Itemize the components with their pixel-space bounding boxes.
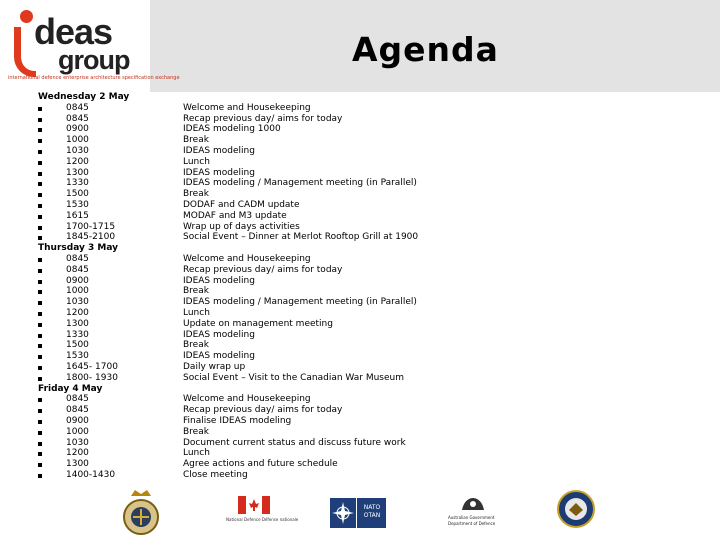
bullet-icon	[38, 377, 42, 381]
agenda-activity: IDEAS modeling	[183, 329, 255, 340]
footer-logos	[0, 488, 720, 540]
bullet-icon	[38, 474, 42, 478]
bullet-icon	[38, 128, 42, 132]
spacer	[183, 92, 703, 103]
agenda-activity: Recap previous day/ aims for today	[183, 405, 343, 416]
list-item	[38, 265, 178, 276]
australian-coat-of-arms-icon	[458, 496, 488, 512]
bullet-icon	[38, 431, 42, 435]
bullet-icon	[38, 182, 42, 186]
logo-word-ideas: deas	[34, 11, 113, 52]
list-item	[38, 340, 178, 351]
agenda-activity: Break	[183, 135, 209, 146]
bullet-icon	[38, 398, 42, 402]
bullet-icon	[38, 355, 42, 359]
agenda-activity: IDEAS modeling 1000	[183, 124, 281, 135]
bullet-icon	[38, 344, 42, 348]
agenda-activity: Social Event – Visit to the Canadian War Museum	[183, 372, 404, 383]
bullet-icon	[38, 172, 42, 176]
agenda-activity: Recap previous day/ aims for today	[183, 113, 343, 124]
list-item	[38, 448, 178, 459]
agenda-time: 1800- 1930	[66, 372, 118, 383]
agenda-activity: Update on management meeting	[183, 318, 333, 329]
bullet-icon	[38, 334, 42, 338]
bullet-icon	[38, 193, 42, 197]
agenda-time: 1400-1430	[66, 469, 116, 480]
agenda-time: 1200	[66, 156, 89, 167]
agenda-activity: DODAF and CADM update	[183, 199, 300, 210]
agenda-time: 0845	[66, 264, 89, 275]
agenda-time: 1330	[66, 178, 89, 189]
list-item	[38, 330, 178, 341]
agenda-time: 1645- 1700	[66, 361, 118, 372]
bullet-icon	[38, 107, 42, 111]
agenda-time: 1300	[66, 459, 89, 470]
canada-text	[226, 517, 306, 522]
agenda-activity: IDEAS modeling	[183, 275, 255, 286]
list-item	[38, 232, 178, 243]
agenda-time: 1530	[66, 351, 89, 362]
list-item	[38, 178, 178, 189]
agenda-time: 1300	[66, 318, 89, 329]
agenda-activity: IDEAS modeling / Management meeting (in Parallel)	[183, 178, 417, 189]
list-item	[38, 470, 178, 481]
agenda-time: 1300	[66, 167, 89, 178]
bullet-icon	[38, 420, 42, 424]
list-item	[38, 362, 178, 373]
logo-i-dot	[20, 10, 33, 23]
bullet-icon	[38, 215, 42, 219]
logo-i-stem	[14, 27, 36, 77]
agenda-activity: MODAF and M3 update	[183, 210, 287, 221]
canada-text-1: National Defence	[226, 517, 261, 522]
bullet-icon	[38, 312, 42, 316]
agenda-activity: Close meeting	[183, 469, 248, 480]
agenda-activity: Finalise IDEAS modeling	[183, 415, 292, 426]
bullet-icon	[38, 323, 42, 327]
list-item	[38, 416, 178, 427]
canada-flag-icon	[224, 496, 294, 532]
agenda-activities-column	[183, 92, 703, 481]
list-item	[38, 135, 178, 146]
bullet-icon	[38, 463, 42, 467]
bullet-icon	[38, 280, 42, 284]
nato-label: NATO OTAN	[363, 504, 381, 519]
agenda-time: 1030	[66, 145, 89, 156]
list-item	[38, 222, 178, 233]
agenda-activity: Lunch	[183, 448, 210, 459]
list-item	[38, 254, 178, 265]
agenda-activity: Break	[183, 340, 209, 351]
agenda-time: 0845	[66, 253, 89, 264]
agenda-activity: Daily wrap up	[183, 361, 246, 372]
logo-tagline: international defence enterprise architecture specification exchange	[8, 75, 180, 81]
day-heading: Friday 4 May	[38, 383, 103, 394]
agenda-time: 1330	[66, 329, 89, 340]
agenda-activity: Break	[183, 189, 209, 200]
list-item	[38, 200, 178, 211]
agenda-time: 1700-1715	[66, 221, 116, 232]
list-item	[38, 319, 178, 330]
list-item	[38, 211, 178, 222]
agenda-time: 0900	[66, 124, 89, 135]
australia-text-1: Australian Government	[448, 515, 495, 520]
agenda-activity: Welcome and Housekeeping	[183, 394, 311, 405]
bullet-icon	[38, 409, 42, 413]
list-item	[38, 427, 178, 438]
bullet-icon	[38, 452, 42, 456]
bullet-icon	[38, 150, 42, 154]
canada-text-2: Défense nationale	[261, 517, 299, 522]
agenda-activity: Break	[183, 426, 209, 437]
agenda-time: 1500	[66, 189, 89, 200]
list-item	[38, 124, 178, 135]
day-heading: Thursday 3 May	[38, 243, 119, 254]
agenda-activity: IDEAS modeling	[183, 167, 255, 178]
spacer	[183, 384, 703, 395]
agenda-time: 1030	[66, 297, 89, 308]
agenda-time: 1845-2100	[66, 232, 116, 243]
agenda-time: 0900	[66, 275, 89, 286]
list-item	[38, 351, 178, 362]
bullet-icon	[38, 290, 42, 294]
agenda-time: 1200	[66, 307, 89, 318]
bullet-icon	[38, 204, 42, 208]
list-item	[38, 189, 178, 200]
agenda-activity: IDEAS modeling / Management meeting (in Parallel)	[183, 297, 417, 308]
logo-word-group: group	[58, 45, 130, 75]
agenda-activity: Welcome and Housekeeping	[183, 102, 311, 113]
list-item	[38, 394, 178, 405]
agenda-time: 0845	[66, 405, 89, 416]
list-item	[38, 308, 178, 319]
spacer	[183, 243, 703, 254]
list-item	[38, 114, 178, 125]
bullet-icon	[38, 301, 42, 305]
list-item	[38, 297, 178, 308]
agenda-time: 0845	[66, 102, 89, 113]
list-item	[38, 459, 178, 470]
agenda-time: 0845	[66, 394, 89, 405]
agenda-time: 1615	[66, 210, 89, 221]
uk-mod-crest-icon	[120, 488, 162, 538]
agenda-activity: IDEAS modeling	[183, 145, 255, 156]
agenda-activity: Recap previous day/ aims for today	[183, 264, 343, 275]
ideas-group-logo	[0, 0, 180, 92]
australia-text-2: Department of Defence	[448, 521, 496, 526]
agenda-activity: Agree actions and future schedule	[183, 459, 338, 470]
bullet-icon	[38, 236, 42, 240]
agenda-time: 1530	[66, 199, 89, 210]
agenda-time: 1000	[66, 426, 89, 437]
agenda-times-column	[38, 92, 178, 481]
agenda-activity: Welcome and Housekeeping	[183, 253, 311, 264]
list-item	[38, 438, 178, 449]
bullet-icon	[38, 366, 42, 370]
day-heading: Wednesday 2 May	[38, 92, 130, 102]
list-item	[38, 276, 178, 287]
agenda-time: 1500	[66, 340, 89, 351]
page-title: Agenda	[352, 30, 499, 69]
list-item	[38, 373, 178, 384]
agenda-activity: Document current status and discuss future work	[183, 437, 406, 448]
agenda-time: 1000	[66, 135, 89, 146]
us-dod-seal-icon	[557, 490, 595, 528]
bullet-icon	[38, 139, 42, 143]
list-item	[38, 146, 178, 157]
agenda-activity: Lunch	[183, 156, 210, 167]
list-item	[38, 157, 178, 168]
bullet-icon	[38, 442, 42, 446]
australia-text	[448, 515, 498, 527]
bullet-icon	[38, 118, 42, 122]
list-item	[38, 103, 178, 114]
agenda-activity: Lunch	[183, 307, 210, 318]
agenda-time: 1000	[66, 286, 89, 297]
bullet-icon	[38, 161, 42, 165]
agenda-activity: Social Event – Dinner at Merlot Rooftop Grill at 1900	[183, 232, 419, 243]
list-item	[38, 286, 178, 297]
agenda-time: 1200	[66, 448, 89, 459]
list-item	[38, 405, 178, 416]
bullet-icon	[38, 269, 42, 273]
agenda-activity: Break	[183, 286, 209, 297]
bullet-icon	[38, 226, 42, 230]
agenda-activity: Wrap up of days activities	[183, 221, 300, 232]
list-item	[38, 168, 178, 179]
agenda-activity: IDEAS modeling	[183, 351, 255, 362]
agenda-time: 0900	[66, 415, 89, 426]
agenda-time: 0845	[66, 113, 89, 124]
agenda-time: 1030	[66, 437, 89, 448]
bullet-icon	[38, 258, 42, 262]
